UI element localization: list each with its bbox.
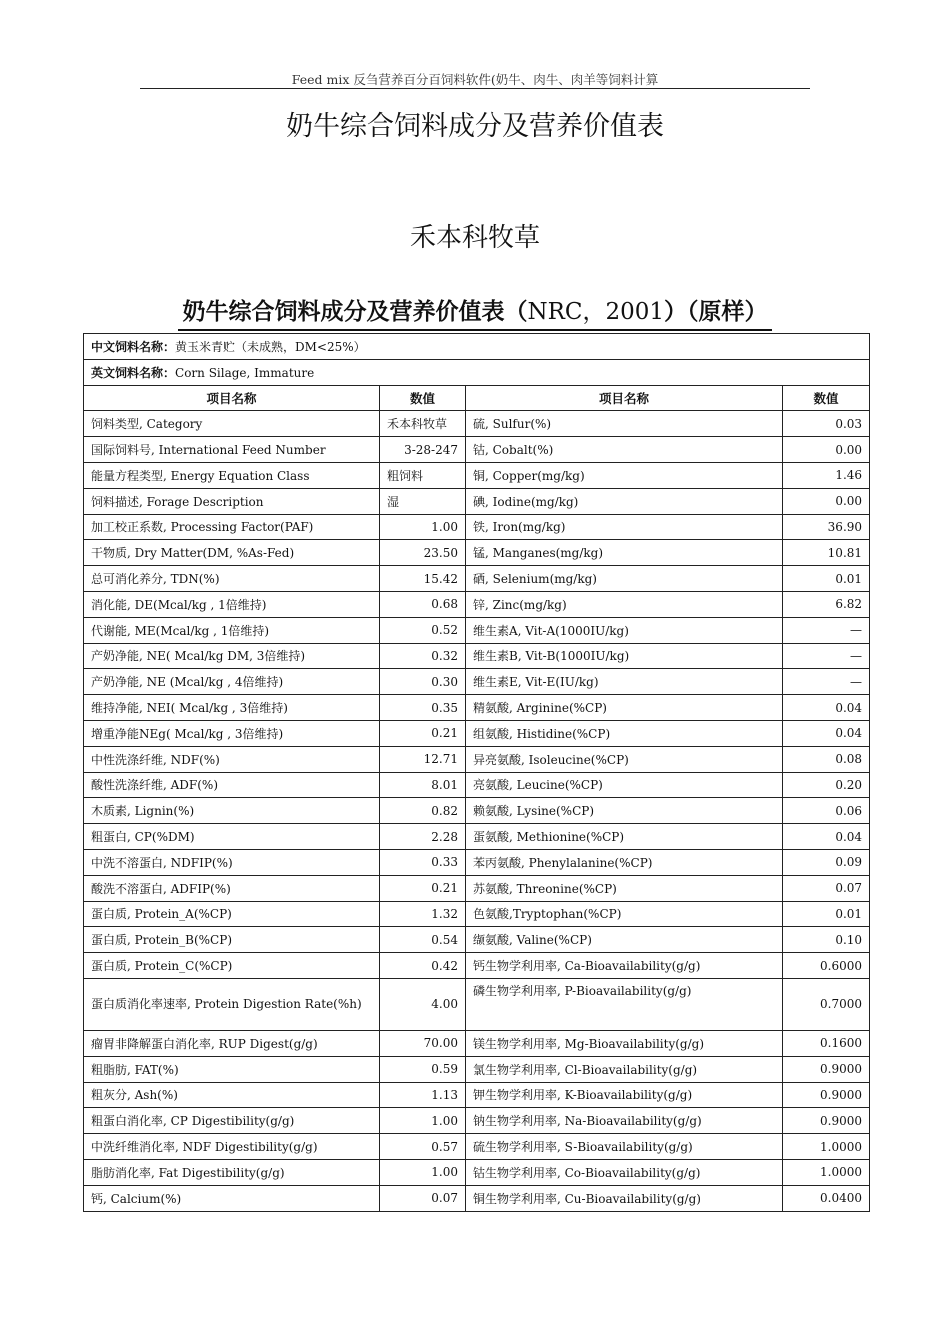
row-item-right: 组氨酸, Histidine(%CP) bbox=[466, 720, 783, 746]
row-value-left: 0.82 bbox=[380, 798, 466, 824]
row-value-right: 0.7000 bbox=[783, 978, 870, 1030]
row-value-right: 10.81 bbox=[783, 540, 870, 566]
row-value-left: 1.00 bbox=[380, 1108, 466, 1134]
row-item-left: 中性洗涤纤维, NDF(%) bbox=[84, 746, 380, 772]
row-item-left: 国际饲料号, International Feed Number bbox=[84, 437, 380, 463]
table-row bbox=[84, 1108, 870, 1134]
row-value-right: 0.01 bbox=[783, 566, 870, 592]
row-value-right: 0.04 bbox=[783, 720, 870, 746]
row-item-right: 铜, Copper(mg/kg) bbox=[466, 462, 783, 488]
row-value-right: 0.9000 bbox=[783, 1082, 870, 1108]
row-item-left: 粗蛋白消化率, CP Digestibility(g/g) bbox=[84, 1108, 380, 1134]
table-title-wrap bbox=[0, 293, 950, 331]
row-value-left: 3-28-247 bbox=[380, 437, 466, 463]
row-value-right: 1.0000 bbox=[783, 1159, 870, 1185]
row-value-right: 0.07 bbox=[783, 875, 870, 901]
row-value-right: 0.01 bbox=[783, 901, 870, 927]
row-value-right: 0.1600 bbox=[783, 1030, 870, 1056]
row-item-right: 苯丙氨酸, Phenylalanine(%CP) bbox=[466, 849, 783, 875]
row-value-left: 0.07 bbox=[380, 1185, 466, 1211]
row-value-right: 0.06 bbox=[783, 798, 870, 824]
row-item-left: 瘤胃非降解蛋白消化率, RUP Digest(g/g) bbox=[84, 1030, 380, 1056]
row-item-left: 总可消化养分, TDN(%) bbox=[84, 566, 380, 592]
row-item-left: 酸洗不溶蛋白, ADFIP(%) bbox=[84, 875, 380, 901]
cn-name-value: 黄玉米青贮（未成熟，DM<25%） bbox=[175, 339, 366, 354]
table-row bbox=[84, 1134, 870, 1160]
row-item-left: 产奶净能, NE (Mcal/kg , 4倍维持) bbox=[84, 669, 380, 695]
row-value-right: 0.20 bbox=[783, 772, 870, 798]
row-item-right: 蛋氨酸, Methionine(%CP) bbox=[466, 824, 783, 850]
table-title bbox=[178, 293, 771, 331]
row-value-right: 0.00 bbox=[783, 437, 870, 463]
row-item-left: 脂肪消化率, Fat Digestibility(g/g) bbox=[84, 1159, 380, 1185]
row-item-left: 中洗不溶蛋白, NDFIP(%) bbox=[84, 849, 380, 875]
row-value-left: 禾本科牧草 bbox=[380, 411, 466, 437]
table-row bbox=[84, 1185, 870, 1211]
table-row bbox=[84, 1030, 870, 1056]
row-item-right: 硫生物学利用率, S-Bioavailability(g/g) bbox=[466, 1134, 783, 1160]
column-header-item-left: 项目名称 bbox=[84, 385, 380, 411]
column-header-value-left: 数值 bbox=[380, 385, 466, 411]
table-row bbox=[84, 901, 870, 927]
row-item-right: 钾生物学利用率, K-Bioavailability(g/g) bbox=[466, 1082, 783, 1108]
row-value-right: 0.9000 bbox=[783, 1056, 870, 1082]
running-header: Feed mix 反刍营养百分百饲料软件(奶牛、肉牛、肉羊等饲料计算 bbox=[291, 72, 659, 87]
table-row bbox=[84, 695, 870, 721]
row-item-left: 粗蛋白, CP(%DM) bbox=[84, 824, 380, 850]
row-value-left: 1.32 bbox=[380, 901, 466, 927]
row-value-left: 0.42 bbox=[380, 953, 466, 979]
row-item-right: 钴生物学利用率, Co-Bioavailability(g/g) bbox=[466, 1159, 783, 1185]
row-value-left: 0.59 bbox=[380, 1056, 466, 1082]
row-item-left: 增重净能NEg( Mcal/kg , 3倍维持) bbox=[84, 720, 380, 746]
row-item-right: 硫, Sulfur(%) bbox=[466, 411, 783, 437]
row-item-left: 钙, Calcium(%) bbox=[84, 1185, 380, 1211]
row-value-left: 0.57 bbox=[380, 1134, 466, 1160]
header-rule bbox=[140, 88, 810, 89]
row-item-right: 苏氨酸, Threonine(%CP) bbox=[466, 875, 783, 901]
row-value-left: 4.00 bbox=[380, 978, 466, 1030]
row-value-left: 0.30 bbox=[380, 669, 466, 695]
row-item-right: 锰, Manganes(mg/kg) bbox=[466, 540, 783, 566]
row-item-right: 硒, Selenium(mg/kg) bbox=[466, 566, 783, 592]
row-value-right: 0.03 bbox=[783, 411, 870, 437]
row-item-left: 中洗纤维消化率, NDF Digestibility(g/g) bbox=[84, 1134, 380, 1160]
row-item-right: 精氨酸, Arginine(%CP) bbox=[466, 695, 783, 721]
row-item-right: 钙生物学利用率, Ca-Bioavailability(g/g) bbox=[466, 953, 783, 979]
row-value-left: 0.32 bbox=[380, 643, 466, 669]
row-item-left: 酸性洗涤纤维, ADF(%) bbox=[84, 772, 380, 798]
nutrient-table bbox=[83, 333, 870, 1212]
table-row bbox=[84, 824, 870, 850]
row-value-left: 23.50 bbox=[380, 540, 466, 566]
row-value-right: — bbox=[783, 643, 870, 669]
table-row bbox=[84, 875, 870, 901]
row-value-left: 0.52 bbox=[380, 617, 466, 643]
row-item-right: 异亮氨酸, Isoleucine(%CP) bbox=[466, 746, 783, 772]
row-value-left: 1.00 bbox=[380, 1159, 466, 1185]
en-name-cell bbox=[84, 359, 870, 385]
table-row bbox=[84, 798, 870, 824]
table-row bbox=[84, 1056, 870, 1082]
row-item-left: 能量方程类型, Energy Equation Class bbox=[84, 462, 380, 488]
row-value-right: 0.10 bbox=[783, 927, 870, 953]
row-item-right: 碘, Iodine(mg/kg) bbox=[466, 488, 783, 514]
table-row bbox=[84, 488, 870, 514]
row-value-right: 0.04 bbox=[783, 695, 870, 721]
row-value-right: 0.09 bbox=[783, 849, 870, 875]
row-item-left: 蛋白质, Protein_A(%CP) bbox=[84, 901, 380, 927]
row-value-left: 0.33 bbox=[380, 849, 466, 875]
column-header-row bbox=[84, 385, 870, 411]
row-value-right: 36.90 bbox=[783, 514, 870, 540]
row-item-left: 代谢能, ME(Mcal/kg , 1倍维持) bbox=[84, 617, 380, 643]
row-item-right: 氯生物学利用率, Cl-Bioavailability(g/g) bbox=[466, 1056, 783, 1082]
row-item-left: 蛋白质, Protein_C(%CP) bbox=[84, 953, 380, 979]
row-item-right: 铜生物学利用率, Cu-Bioavailability(g/g) bbox=[466, 1185, 783, 1211]
row-value-right: 0.04 bbox=[783, 824, 870, 850]
row-item-right: 镁生物学利用率, Mg-Bioavailability(g/g) bbox=[466, 1030, 783, 1056]
row-item-right: 亮氨酸, Leucine(%CP) bbox=[466, 772, 783, 798]
table-row bbox=[84, 849, 870, 875]
table-row bbox=[84, 617, 870, 643]
row-value-right: 0.6000 bbox=[783, 953, 870, 979]
row-item-right: 维生素B, Vit-B(1000IU/kg) bbox=[466, 643, 783, 669]
cn-name-row bbox=[84, 334, 870, 360]
table-row bbox=[84, 746, 870, 772]
row-value-left: 0.68 bbox=[380, 591, 466, 617]
row-item-left: 饲料类型, Category bbox=[84, 411, 380, 437]
row-value-left: 1.00 bbox=[380, 514, 466, 540]
row-value-left: 湿 bbox=[380, 488, 466, 514]
table-row bbox=[84, 514, 870, 540]
table-row bbox=[84, 437, 870, 463]
row-item-left: 粗脂肪, FAT(%) bbox=[84, 1056, 380, 1082]
row-item-right: 维生素E, Vit-E(IU/kg) bbox=[466, 669, 783, 695]
row-value-right: 0.00 bbox=[783, 488, 870, 514]
row-item-left: 粗灰分, Ash(%) bbox=[84, 1082, 380, 1108]
row-item-right: 色氨酸,Tryptophan(%CP) bbox=[466, 901, 783, 927]
row-item-left: 产奶净能, NE( Mcal/kg DM, 3倍维持) bbox=[84, 643, 380, 669]
table-row bbox=[84, 1082, 870, 1108]
row-value-right: — bbox=[783, 669, 870, 695]
table-row bbox=[84, 591, 870, 617]
row-item-left: 维持净能, NEI( Mcal/kg , 3倍维持) bbox=[84, 695, 380, 721]
page-title: 奶牛综合饲料成分及营养价值表 bbox=[286, 111, 664, 142]
row-item-left: 饲料描述, Forage Description bbox=[84, 488, 380, 514]
row-value-left: 12.71 bbox=[380, 746, 466, 772]
column-header-value-right: 数值 bbox=[783, 385, 870, 411]
row-item-right: 磷生物学利用率, P-Bioavailability(g/g) bbox=[466, 978, 783, 1030]
table-row bbox=[84, 411, 870, 437]
row-value-left: 粗饲料 bbox=[380, 462, 466, 488]
table-row bbox=[84, 643, 870, 669]
table-row bbox=[84, 927, 870, 953]
row-value-right: — bbox=[783, 617, 870, 643]
row-value-left: 0.21 bbox=[380, 720, 466, 746]
row-item-right: 赖氨酸, Lysine(%CP) bbox=[466, 798, 783, 824]
table-title-source: NRC，2001 bbox=[527, 299, 665, 325]
table-body bbox=[84, 411, 870, 1211]
table-row bbox=[84, 566, 870, 592]
en-name-row bbox=[84, 359, 870, 385]
section-subtitle: 禾本科牧草 bbox=[409, 223, 540, 253]
row-value-right: 1.46 bbox=[783, 462, 870, 488]
table-row bbox=[84, 772, 870, 798]
row-value-left: 0.54 bbox=[380, 927, 466, 953]
row-value-left: 8.01 bbox=[380, 772, 466, 798]
cn-name-cell bbox=[84, 334, 870, 360]
table-row bbox=[84, 953, 870, 979]
table-title-prefix: 奶牛综合饲料成分及营养价值表（ bbox=[182, 299, 528, 325]
row-value-left: 15.42 bbox=[380, 566, 466, 592]
row-value-left: 0.35 bbox=[380, 695, 466, 721]
row-item-left: 蛋白质, Protein_B(%CP) bbox=[84, 927, 380, 953]
row-value-left: 70.00 bbox=[380, 1030, 466, 1056]
table-row bbox=[84, 1159, 870, 1185]
row-item-right: 维生素A, Vit-A(1000IU/kg) bbox=[466, 617, 783, 643]
row-value-left: 1.13 bbox=[380, 1082, 466, 1108]
row-item-right: 锌, Zinc(mg/kg) bbox=[466, 591, 783, 617]
row-value-right: 0.9000 bbox=[783, 1108, 870, 1134]
row-item-left: 干物质, Dry Matter(DM, %As-Fed) bbox=[84, 540, 380, 566]
row-item-right: 铁, Iron(mg/kg) bbox=[466, 514, 783, 540]
row-item-right: 缬氨酸, Valine(%CP) bbox=[466, 927, 783, 953]
row-value-right: 1.0000 bbox=[783, 1134, 870, 1160]
table-row bbox=[84, 540, 870, 566]
column-header-item-right: 项目名称 bbox=[466, 385, 783, 411]
row-item-right: 钠生物学利用率, Na-Bioavailability(g/g) bbox=[466, 1108, 783, 1134]
row-value-right: 0.0400 bbox=[783, 1185, 870, 1211]
row-item-left: 蛋白质消化率速率, Protein Digestion Rate(%h) bbox=[84, 978, 380, 1030]
table-row bbox=[84, 462, 870, 488]
row-item-left: 加工校正系数, Processing Factor(PAF) bbox=[84, 514, 380, 540]
row-item-right: 钴, Cobalt(%) bbox=[466, 437, 783, 463]
table-title-suffix: ）（原样） bbox=[664, 299, 768, 325]
table-row bbox=[84, 669, 870, 695]
table-row bbox=[84, 978, 870, 1030]
row-value-left: 0.21 bbox=[380, 875, 466, 901]
row-item-left: 消化能, DE(Mcal/kg , 1倍维持) bbox=[84, 591, 380, 617]
row-value-right: 0.08 bbox=[783, 746, 870, 772]
table-row bbox=[84, 720, 870, 746]
row-value-right: 6.82 bbox=[783, 591, 870, 617]
row-value-left: 2.28 bbox=[380, 824, 466, 850]
cn-name-label: 中文饲料名称： bbox=[91, 339, 176, 354]
en-name-value: Corn Silage, Immature bbox=[175, 365, 315, 380]
row-item-left: 木质素, Lignin(%) bbox=[84, 798, 380, 824]
en-name-label: 英文饲料名称： bbox=[91, 365, 176, 380]
